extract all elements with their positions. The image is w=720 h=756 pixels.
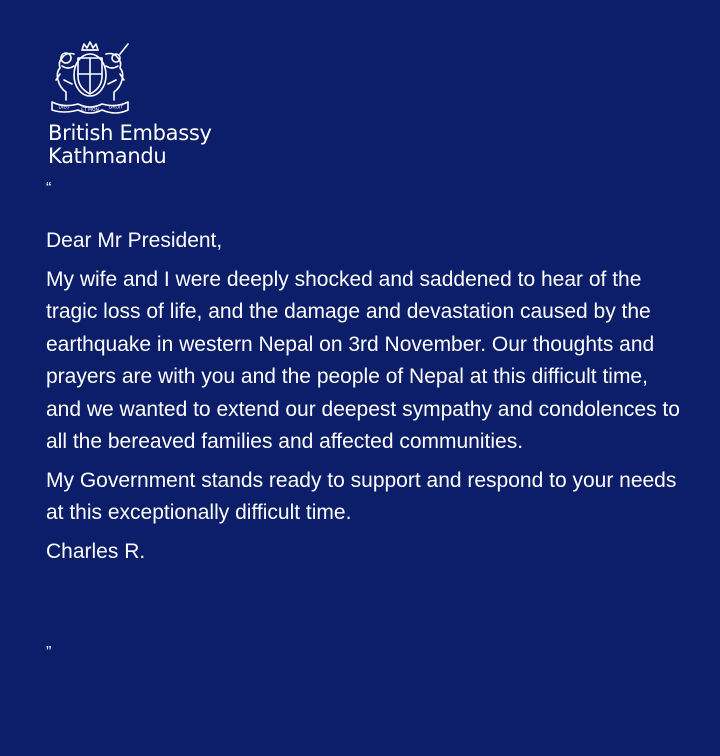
- royal-coat-of-arms-icon: [44, 40, 136, 118]
- opening-quote-mark: “: [46, 180, 52, 197]
- organization-line-2: Kathmandu: [48, 144, 167, 168]
- crest-motto-center: ET MON: [81, 108, 99, 113]
- closing-quote-mark: ”: [46, 644, 52, 661]
- letter-body: [46, 225, 686, 574]
- crest-motto-left: DIEU: [58, 105, 70, 111]
- salutation: Dear Mr President,: [46, 229, 223, 252]
- letter-paragraph-2: My Government stands ready to support and respond to your needs at this exceptionally difficult time.: [46, 468, 677, 524]
- signature: Charles R.: [46, 539, 146, 563]
- letter-paragraph-1: My wife and I were deeply shocked and saddened to hear of the tragic loss of life, and the damage and devastation caused by the earthquake in western Nepal on 3rd November. Our thoughts and prayers are with you and the people of Nepal at this difficult time, and we wanted to extend our deepest sympathy and condolences to all the bereaved families and affected communities.: [46, 267, 680, 453]
- organization-line-1: British Embassy: [48, 121, 212, 145]
- crest-motto-right: DROIT: [108, 105, 124, 111]
- organization-name: [48, 122, 212, 168]
